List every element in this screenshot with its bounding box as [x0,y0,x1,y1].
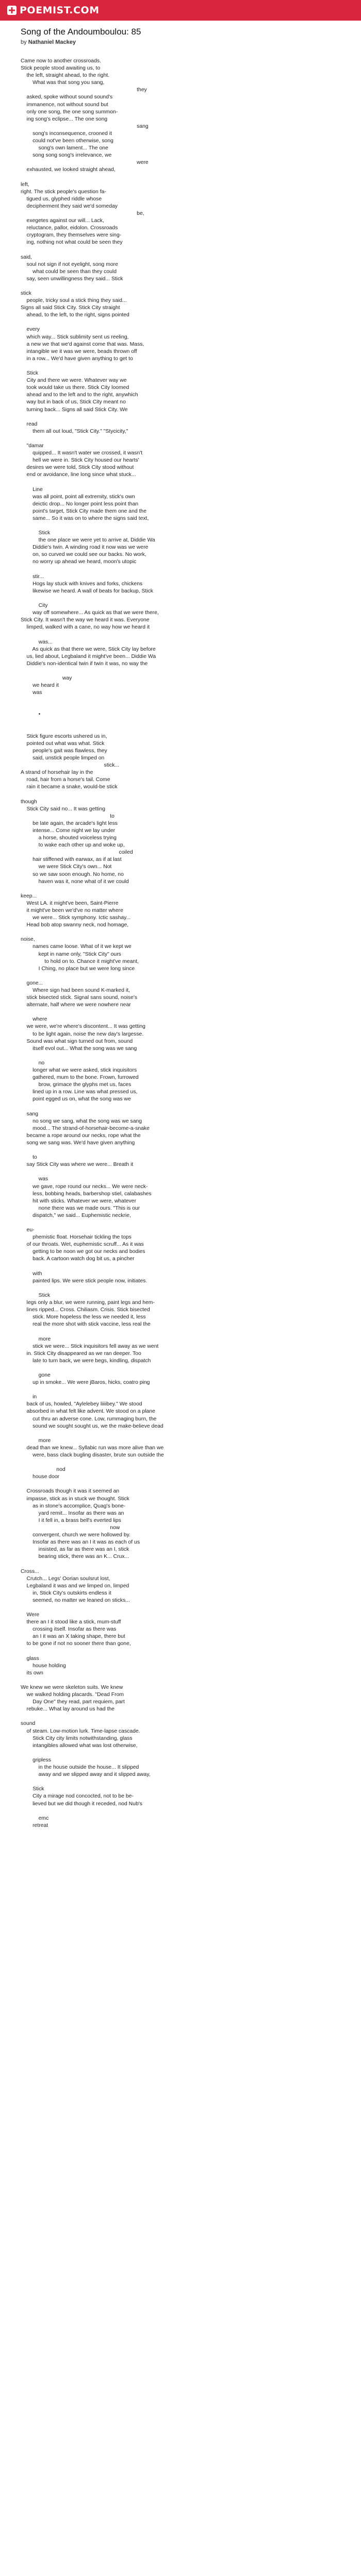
poem-line: I Ching, no place but we were long since [21,965,135,972]
poem-line: Stick [21,530,51,536]
poem-line: it might've been we'd've no matter where [21,907,123,913]
poem-line [21,363,340,370]
poem-line [21,1648,340,1655]
poem-line: insisted, as far as there was an I, stick [21,1547,129,1553]
poem-line: people, tricky soul a stick thing they said... [21,298,127,304]
poem-line: to be gone if not no sooner there than gone, [21,1641,131,1647]
site-logo[interactable] [7,4,100,17]
poem-line: no worry up ahead we heard, moon's utopic [21,559,137,565]
poem-line [21,697,340,704]
poem-line: with [21,1270,42,1277]
poem-line [21,174,340,181]
poem-line: more [21,1437,51,1444]
poem-line: them all out loud, "Stick City." "Stycicity," [21,428,128,434]
poem-line: sound we sought sought us, we the make-believe dead [21,1423,163,1429]
poem-line: left, [21,181,29,188]
poem-line: As quick as that there we were, Stick City lay before [21,646,156,652]
poem-body [21,58,340,1829]
poem-line: painted lips. We were stick people now, initiates. [21,1278,147,1284]
poem-line: intangible we it was we were, beads thrown off [21,348,137,354]
poem-line: names came loose. What of it we kept we [21,944,132,950]
poem-line: Crutch... Legs' Oorian soulsrut lost, [21,1575,110,1582]
poem-line: Were [21,1612,40,1618]
poem-line: lieved but we did though it receded, nod Nub's [21,1801,142,1807]
poem-line: Hogs lay stuck with knives and forks, chickens [21,581,143,587]
poem-line: Stick [21,1292,51,1298]
poem-line: asked, spoke without sound sound's [21,94,113,100]
poem-line: back. A cartoon watch dog bit us, a pincher [21,1256,135,1262]
poem-line: stick we were... Stick inquisitors fell away as we went [21,1343,159,1349]
poem-line: in, Stick City's outskirts endless it [21,1590,111,1596]
poem-line: deictic drop... No longer point less point than [21,501,139,507]
poem-line: every [21,327,40,333]
poem-line [21,479,340,486]
poem-line: said, unstick people limped on [21,755,105,761]
poem-line: of steam. Low-motion lurk. Time-lapse cascade. [21,1728,140,1734]
poem-line [21,886,340,893]
poem-line: dead than we knew... Syllabic run was more alive than we [21,1445,164,1451]
poem-line: real the more shot with stick vaccine, less real the [21,1321,151,1328]
poem-line: Stick people stood awaiting us, to [21,65,101,72]
poem-line [21,1604,340,1612]
poem-line: phemistic float. Horsehair tickling the tops [21,1234,132,1241]
poem-line: we were Stick City's own... Not [21,864,112,870]
poem-line: "damar [21,443,44,449]
poem-line: stick... [21,762,120,769]
poem-line: point egged us on, what the song was we [21,1096,131,1103]
poem-line [21,1386,340,1394]
poem-line: seemed, no matter we leaned on sticks... [21,1597,130,1603]
poem-line: crossing itself. Insofar as there was [21,1626,117,1633]
poem-line: cryptogram, they themselves were sing- [21,232,122,239]
poem-line: Cross... [21,1568,39,1574]
poem-title: Song of the Andoumboulou: 85 [21,27,141,37]
poem-line: song song song's irrelevance, we [21,152,112,159]
poem-line: we heard it [21,683,59,689]
poem-line [21,319,340,326]
poem-line: took would take us there. Stick City loomed [21,385,129,391]
poem-line [21,1430,340,1437]
poem-line: Where sign had been sound K-marked it, [21,988,130,993]
poem-line: keep... [21,893,37,899]
poem-line: song's own lament... The one [21,145,108,151]
poem-line [21,1677,340,1684]
poem-line: brow, grimace the glyphs met us, faces [21,1082,132,1088]
poem-line [21,929,340,936]
poem-line: to [21,813,114,819]
poem-line: What was that song you sang, [21,80,105,86]
poem-line: stir... [21,573,44,580]
poem-line: Came now to another crossroads. [21,58,101,64]
poem-line: in [21,1394,37,1400]
poem-line: pointed out what was what. Stick [21,740,105,747]
poem-line: song's inconsequence, crooned it [21,130,112,137]
poem-line: more [21,1336,51,1342]
poem-line: coiled [21,850,133,856]
poem-line: there an I it stood like a stick, mum-stuff [21,1619,121,1625]
poem-line: was all point, point all extremity, stick's own [21,494,135,500]
poem-line: no [21,1060,45,1066]
poem-line: we were, we're where's discontent... It was getting [21,1024,145,1030]
poem-line: house holding [21,1663,66,1669]
poem-line: ing song's eclipse... The one song [21,116,108,122]
poem-byline [21,39,76,45]
poem-line: yard remit... Insofar as there was an [21,1510,124,1516]
poem-line: we walked holding placards. "Dead From [21,1692,124,1698]
poem-line: rain it became a snake, would-be stick [21,784,118,790]
poem-line: song we sang was. We'd have given anything [21,1140,135,1146]
poem-line: limped, walked with a cane, no way how we heard it [21,624,150,631]
poem-line: the left, straight ahead, to the right. [21,73,110,79]
poem-line: no song we sang, what the song was we sang [21,1118,142,1124]
poem-line: less, bobbing heads, barbershop stiel, calabashes [21,1191,152,1197]
poem-line [21,1147,340,1154]
poem-line [21,1713,340,1720]
poem-line: a horse, shouted voiceless trying [21,835,117,841]
poem-line: could not've been otherwise, song [21,138,113,144]
poem-line: gone... [21,980,43,986]
site-logo-text: POEMIST.COM [20,5,100,16]
poem-line: away and we slipped away and it slipped away, [21,1772,151,1778]
poem-line [21,1750,340,1757]
poem-line: we gave, rope round our necks... We were neck- [21,1183,148,1190]
poem-line: Stick City. It wasn't the way we heard it was. Everyone [21,617,150,623]
poem-line [21,791,340,798]
poem-line: noise, [21,937,35,943]
poem-line: right. The stick people's question fa- [21,189,106,195]
poem-line: intense... Come night we lay under [21,827,116,834]
poem-line [21,1053,340,1060]
poem-line: Day One" they read, part requiem, part [21,1699,125,1705]
poem-line [21,1009,340,1016]
poem-line: City a mirage nod concocted, not to be be- [21,1793,134,1800]
poem-line: decipherment they said we'd someday [21,203,118,209]
poem-line: only one song, the one song summon- [21,109,118,115]
poem-line: exegetes against our will... Lack, [21,218,104,224]
poem-line [21,246,340,253]
poem-line: way but in back of us, Stick City meant no [21,399,126,405]
poem-line [21,283,340,290]
poem-line: was... [21,639,53,645]
poem-line: gone [21,1372,51,1378]
poem-line: house door [21,1474,60,1480]
poem-line: gathered, mum to the bone. Frown, furrowed [21,1075,139,1081]
poem-line: Diddie's twin. A winding road it now was we were [21,545,149,551]
poem-line: road, hair from a horse's tail. Come [21,777,110,783]
poem-line: sang [21,1111,39,1117]
poem-line [21,704,340,711]
poem-line: turning back... Signs all said Stick City. We [21,406,128,413]
poem-line: Head bob atop swanny neck, nod homage, [21,922,129,928]
poem-line [21,414,340,421]
poem-line: though [21,799,37,805]
poem-line: were [21,160,149,166]
poem-line: Stick figure escorts ushered us in, [21,733,107,739]
poem-line: Legbaland it was and we limped on, limped [21,1583,129,1589]
poem-line [21,595,340,602]
poem-line: stick. More hopeless the less we needed it, less [21,1314,146,1320]
poem-line: eu- [21,1227,35,1233]
poem-line: Signs all said Stick City. Stick City straight [21,305,120,311]
poem-line: hit with sticks. Whatever we were, whatever [21,1198,137,1204]
poem-line [21,1365,340,1372]
author-prefix: by [21,39,27,45]
poem-line: to [21,1155,37,1161]
poem-line: Stick City city limits notwithstanding, glass [21,1735,133,1741]
cross-icon [7,6,17,15]
poem-line [21,726,340,733]
poem-line: Line [21,486,43,493]
poem-line: kept in name only, "Stick City" ours [21,951,121,957]
poem-line: stick [21,291,31,296]
poem-line: they [21,87,147,93]
poem-line: City [21,603,48,609]
poem-line: its own [21,1670,43,1676]
poem-line: as in stone's accomplice, Quag's bone- [21,1503,126,1509]
poem-line: bearing stick, there was an K... Crux... [21,1554,129,1560]
poem-line: in the house outside the house... It slipped [21,1765,139,1771]
poem-line: immanence, not without sound but [21,101,108,108]
poem-line: desires we were told, Stick City stood without [21,465,134,471]
poem-line: alternate, half where we were nowhere near [21,1002,131,1008]
poem-line: the one place we were yet to arrive at, Diddie Wa [21,537,155,544]
site-header [0,0,361,21]
poem-line: haven was it, none what of it we could [21,878,129,885]
poem-line: lined up in a row. Line was what pressed us, [21,1089,138,1095]
poem-line: none there was we made ours. "This is our [21,1205,140,1211]
poem-line: way off somewhere... As quick as that we were there, [21,610,159,616]
poem-line: reluctance, pallor, eidolon. Crossroads [21,225,118,231]
poem-line [21,566,340,573]
poem-line: legs only a blur, we were running, paint legs and hem- [21,1300,155,1306]
poem-line: impasse, stick as in stuck we thought. Stick [21,1496,129,1502]
poem-line: say, seen unwillingness they said... Stick [21,276,123,282]
poem-line: us, lied about, Legbaland it might've been... Diddie Wa [21,653,156,659]
poem-line [21,1808,340,1815]
poem-line: retreat [21,1822,48,1828]
poem-line: convergent, church we were hollowed by. [21,1532,130,1538]
poem-line: same... So it was on to where the signs said text, [21,515,149,521]
poem-line: itself evol out... What the song was we sang [21,1045,137,1052]
poem-line: to wake each other up and woke up, [21,842,125,849]
poem-line: was [21,690,42,696]
poem-line: hell we were in. Stick City housed our hearts' [21,457,139,464]
poem-line [21,1285,340,1292]
poem-line: ahead and to the left and to the right, anywhich [21,392,138,398]
poem-line [21,1219,340,1227]
poem-line: tigued us, glyphed riddle whose [21,196,102,202]
poem-line [21,1104,340,1111]
poem-line: nod [21,1467,65,1473]
poem-line: sang [21,123,149,129]
poem-line: end or avoidance, line long since what stuck... [21,472,136,478]
poem-line: to hold on to. Chance it might've meant, [21,958,139,964]
poem-line: hair stiffened with earwax, as if at last [21,857,122,863]
poem-line: a new we that we'd against come that was. Mass, [21,341,144,347]
poem-line: soul not sign if not eyelight, song more [21,261,118,267]
poem-line: quipped... It wasn't water we crossed, it wasn't [21,450,143,456]
poem-line: I it fell in, a brass bell's everted lips [21,1517,121,1523]
poem-line [21,1328,340,1335]
poem-line: Diddie's non-identical twin if twin it was, no way the [21,660,148,667]
poem-line: City and there we were. Whatever way we [21,378,127,384]
poem-line: absorbed in what felt like advent. We stood on a plane [21,1409,155,1415]
poem-line [21,668,340,675]
poem-line: late to turn back, we were begs, kindling, dispatch [21,1358,151,1364]
poem-line: rebuke... What lay around us had the [21,1706,114,1713]
poem-line: to be light again, noise the new day's largesse. [21,1031,144,1037]
poem-line: an I it was an X taking shape, there but [21,1634,125,1640]
poem-line: A strand of horsehair lay in the [21,770,93,776]
poem-line: Crossroads though it was it seemed an [21,1488,120,1495]
poem-line: gripless [21,1757,51,1763]
poem-line: • [21,711,41,718]
poem-line [21,973,340,980]
poem-line: we were... Stick symphony. Ictic sashay... [21,915,131,921]
poem-line: of our throats. Wet, euphemistic scruff... As it was [21,1242,144,1248]
poem-line [21,1263,340,1270]
poem-line: Insofar as there was an I it was as each of us [21,1539,140,1546]
poem-line [21,1168,340,1176]
poem-line: ing, nothing not what could be seen they [21,240,123,246]
poem-line: so we saw soon enough. No home, no [21,871,124,877]
poem-line: longer what we were asked, stick inquisitors [21,1067,137,1074]
poem-line: Sound was what sign turned out from, sound [21,1038,133,1044]
poem-line: which way... Stick sublimity sent us reeling, [21,334,129,340]
poem-line: Stick [21,370,39,377]
poem-line: glass [21,1655,39,1662]
poem-line [21,719,340,726]
poem-line: getting to be noon we got our necks and bodies [21,1249,145,1255]
poem-line: back of us, howled, "Aylelebey liiiibey." We stood [21,1401,142,1408]
poem-line: West LA. it might've been, Saint-Pierre [21,900,119,906]
poem-line: were, bass clack bugling disaster, brute sun outside the [21,1452,164,1458]
poem-line: on, so curved we could see our backs. No work, [21,552,146,558]
poem-line [21,1561,340,1568]
poem-line: point's target, Stick City made them one and the [21,508,146,514]
poem-line: intangibles allowed what was lost otherwise, [21,1742,138,1749]
poem-line: up in smoke... We were jBaros, hicks, coatro ping [21,1380,150,1386]
poem-line: mood... The strand-of-horsehair-become-a-snake [21,1125,150,1131]
poem-line: ahead, to the left, to the right, signs pointed [21,312,129,318]
poem-line: dispatch," we said... Euphemistic neckrie, [21,1212,131,1218]
poem-line [21,1481,340,1488]
poem-line: in a row... We'd have given anything to get to [21,355,133,362]
poem-line: say Stick City was where we were... Breath it [21,1162,134,1168]
poem-line: Stick City said no... It was getting [21,806,106,812]
poem-line: what could be seen than they could [21,268,117,275]
poem-line: became a rope around our necks, rope what the [21,1132,141,1139]
poem-line: people's gait was flawless, they [21,748,107,754]
poem-line: stick bisected stick. Signal sans sound, noise's [21,995,138,1001]
author-link[interactable]: Nathaniel Mackey [28,39,76,45]
poem-line: in. Stick City disappeared as we ran deeper. Too [21,1350,141,1357]
poem-line [21,1459,340,1466]
poem-line: emc [21,1815,49,1821]
poem-line: read [21,421,38,427]
poem-line: exhausted, we looked straight ahead, [21,167,116,173]
poem-line: way [21,675,72,681]
poem-line: now [21,1524,120,1531]
poem-line: cut thru an adverse cone. Low, rummaging burn, the [21,1416,157,1422]
poem-line: said, [21,254,32,260]
poem-line: was [21,1176,48,1182]
poem-line: be, [21,210,144,216]
poem-line: be late again, the arcade's light less [21,820,118,826]
poem-line: likewise we heard. A wall of beats for backup, Stick [21,588,153,594]
poem-line [21,1778,340,1786]
poem-line [21,522,340,530]
poem-line: Stick [21,1786,44,1792]
poem-line: where [21,1016,47,1023]
poem-line [21,631,340,638]
poem-line: We knew we were skeleton suits. We knew [21,1685,123,1690]
poem-line: lines ripped... Cross. Chiliasm. Crisis. Stick bisected [21,1307,150,1313]
poem-line [21,435,340,443]
poem-line: sound [21,1721,36,1727]
